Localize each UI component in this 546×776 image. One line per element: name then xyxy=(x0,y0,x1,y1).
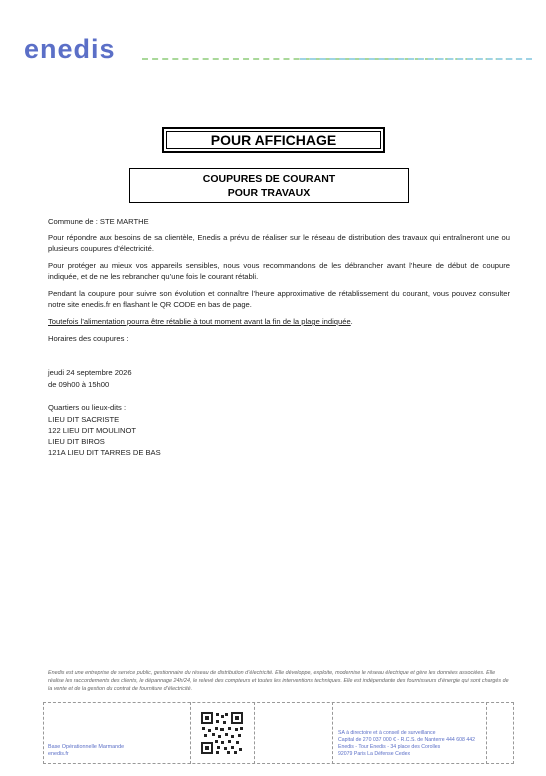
footer-company-line-4: 92079 Paris La Défense Cedex xyxy=(338,751,411,757)
footer-divider xyxy=(486,702,487,764)
footer-divider xyxy=(332,702,333,764)
paragraph-4 xyxy=(48,316,510,327)
paragraph-4-end: . xyxy=(350,317,353,326)
commune: Commune de : STE MARTHE xyxy=(48,217,149,226)
paragraph-2 xyxy=(48,260,510,282)
horaires-label: Horaires des coupures : xyxy=(48,334,129,343)
list-item: 122 LIEU DIT MOULINOT xyxy=(48,426,137,435)
subtitle-line-1: COUPURES DE COURANT xyxy=(202,173,336,185)
list-item: LIEU DIT BIROS xyxy=(48,437,105,446)
paragraph-3 xyxy=(48,288,510,310)
footer-base-name: Base Opérationnelle Marmande xyxy=(48,744,125,750)
footer-company-info xyxy=(338,730,475,758)
quartiers-list xyxy=(48,414,510,458)
footer-company-line-2: Capital de 270 037 000 € - R.C.S. de Nanterre 444 608 442 xyxy=(338,737,475,743)
title-box-inner-border xyxy=(166,131,381,149)
qr-code-icon[interactable] xyxy=(200,711,244,755)
footer-left-info xyxy=(48,744,124,758)
footer-company-line-1: SA à directoire et à conseil de surveillance xyxy=(338,730,436,736)
notice-subtitle-box xyxy=(129,168,409,203)
outage-time: de 09h00 à 15h00 xyxy=(48,380,110,389)
paragraph-1-text: Pour répondre aux besoins de sa clientèle, Enedis a prévu de réaliser sur le réseau de distribution des travaux qui entraîneront une ou plusieurs coupures d’électricité. xyxy=(48,233,510,253)
paragraph-3-text: Pendant la coupure pour suivre son évolution et connaître l’heure approximative de rétablissement du courant, vous pouvez consulter notre site enedis.fr en flashant le QR CODE en bas de page. xyxy=(48,289,510,309)
paragraph-2-text: Pour protéger au mieux vos appareils sensibles, nous vous recommandons de les débrancher avant l’heure de début de coupure indiquée, et de ne les rebrancher qu’une fois le courant rétabli. xyxy=(48,261,510,281)
list-item: 121A LIEU DIT TARRES DE BAS xyxy=(48,448,161,457)
footer-legal-note: Enedis est une entreprise de service public, gestionnaire du réseau de distribution d’électricité. Elle développe, exploite, modernise le réseau électrique et gère les données associées. Elle réalise les raccordements des clients, le dépannage 24h/24, le relevé des compteurs et toutes les interventions techniques. Elle est indépendante des fournisseurs d’énergie qui sont chargés de la vente et de la gestion du contrat de fourniture d’électricité. xyxy=(48,670,509,692)
subtitle-line-2: POUR TRAVAUX xyxy=(227,187,311,199)
footer-website-link[interactable]: enedis.fr xyxy=(48,751,69,757)
notice-title-box xyxy=(162,127,385,153)
quartiers-label: Quartiers ou lieux-dits : xyxy=(48,403,127,412)
footer-divider xyxy=(254,702,255,764)
enedis-logo: enedis xyxy=(24,34,116,64)
list-item: LIEU DIT SACRISTE xyxy=(48,415,120,424)
logo-divider-blue xyxy=(300,58,532,60)
outage-date: jeudi 24 septembre 2026 xyxy=(48,368,132,377)
footer-company-line-3: Enedis - Tour Enedis - 34 place des Corolles xyxy=(338,744,441,750)
paragraph-1 xyxy=(48,232,510,254)
footer-divider xyxy=(190,702,191,764)
notice-title: POUR AFFICHAGE xyxy=(210,132,337,148)
paragraph-4-underlined: Toutefois l’alimentation pourra être rétablie à tout moment avant la fin de la plage indiquée xyxy=(48,317,351,326)
